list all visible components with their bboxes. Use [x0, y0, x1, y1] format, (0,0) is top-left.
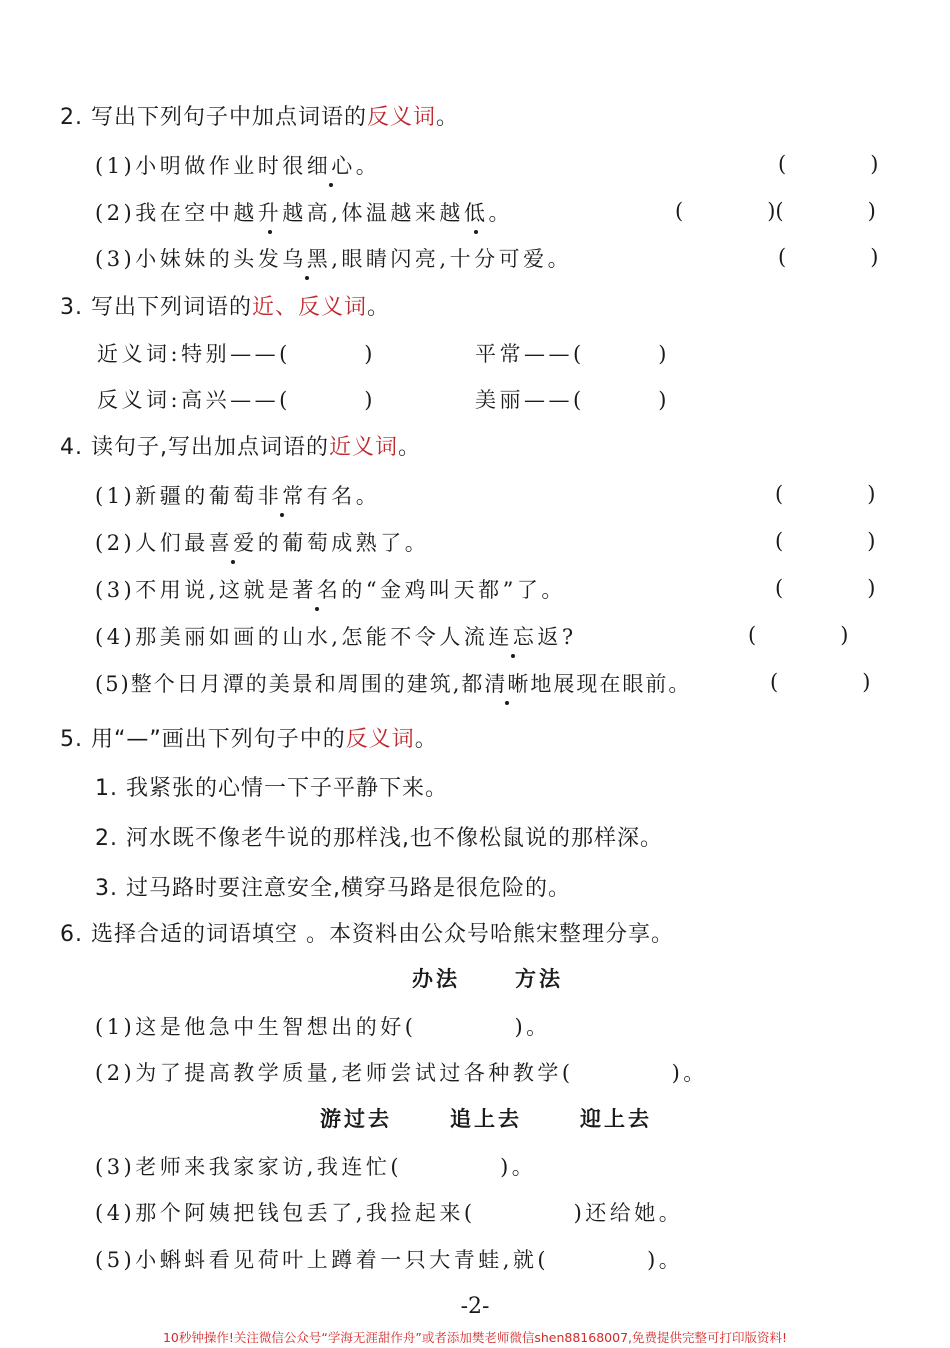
q2-heading: 2. 写出下列句子中加点词语的反义词。 [60, 105, 460, 130]
q6-item-3: (3)老师来我家家访,我连忙( )。 [95, 1155, 537, 1179]
q6-option-greet: 迎上去 [580, 1106, 652, 1131]
q6-item-4: (4)那个阿姨把钱包丢了,我捡起来( )还给她。 [95, 1201, 684, 1225]
q4-item-1: (1)新疆的葡萄非常有名。 [95, 480, 380, 510]
q2-item-1: (1)小明做作业时很细心。 [95, 150, 380, 180]
q6-option-method-2: 方法 [515, 966, 563, 991]
q2-item-3: (3)小妹妹的头发乌黑,眼睛闪亮,十分可爱。 [95, 243, 572, 273]
q4-heading: 4. 读句子,写出加点词语的近义词。 [60, 435, 422, 460]
q4-answer-5: ( ) [770, 670, 871, 694]
q6-item-5: (5)小蝌蚪看见荷叶上蹲着一只大青蛙,就( )。 [95, 1248, 684, 1272]
q4-answer-1: ( ) [775, 482, 876, 506]
q3-antonym-beautiful: 美丽——( ) [475, 388, 670, 412]
q3-synonym-special: 近义词:特别——( ) [97, 342, 376, 366]
q6-option-method-1: 办法 [412, 966, 460, 991]
q6-option-swim: 游过去 [320, 1106, 392, 1131]
q6-option-chase: 追上去 [450, 1106, 522, 1131]
q3-antonym-happy: 反义词:高兴——( ) [97, 388, 376, 412]
q2-answer-2: ( )( ) [675, 199, 876, 223]
q2-answer-1: ( ) [778, 152, 879, 176]
q3-heading: 3. 写出下列词语的近、反义词。 [60, 295, 391, 320]
q4-answer-4: ( ) [748, 623, 849, 647]
q4-highlight: 近义词 [328, 435, 398, 460]
q5-item-3: 3. 过马路时要注意安全,横穿马路是很危险的。 [95, 876, 571, 901]
q4-answer-3: ( ) [775, 576, 876, 600]
q5-heading: 5. 用“—”画出下列句子中的反义词。 [60, 727, 438, 752]
q3-highlight: 近、反义词 [251, 295, 367, 320]
q4-item-5: (5)整个日月潭的美景和周围的建筑,都清晰地展现在眼前。 [95, 668, 691, 698]
q4-item-3: (3)不用说,这就是著名的“金鸡叫天都”了。 [95, 574, 566, 604]
q4-answer-2: ( ) [775, 529, 876, 553]
q2-item-2: (2)我在空中越升越高,体温越来越低。 [95, 197, 513, 227]
q5-item-2: 2. 河水既不像老牛说的那样浅,也不像松鼠说的那样深。 [95, 826, 663, 851]
q5-item-1: 1. 我紧张的心情一下子平静下来。 [95, 776, 448, 801]
q2-answer-3: ( ) [778, 245, 879, 269]
footer-promo-note: 10秒钟操作!关注微信公众号“学海无涯甜作舟”或者添加樊老师微信shen88168007,免费提供完整可打印版资料! [162, 1330, 788, 1345]
q6-item-2: (2)为了提高教学质量,老师尝试过各种教学( )。 [95, 1061, 708, 1085]
q5-highlight: 反义词 [345, 727, 415, 752]
q2-highlight: 反义词 [366, 105, 436, 130]
q3-synonym-ordinary: 平常——( ) [475, 342, 670, 366]
q6-item-1: (1)这是他急中生智想出的好( )。 [95, 1015, 551, 1039]
q4-item-2: (2)人们最喜爱的葡萄成熟了。 [95, 527, 429, 557]
page-number: -2- [460, 1294, 490, 1319]
q4-item-4: (4)那美丽如画的山水,怎能不令人流连忘返? [95, 621, 577, 651]
q6-heading: 6. 选择合适的词语填空 。本资料由公众号哈熊宋整理分享。 [60, 922, 674, 947]
